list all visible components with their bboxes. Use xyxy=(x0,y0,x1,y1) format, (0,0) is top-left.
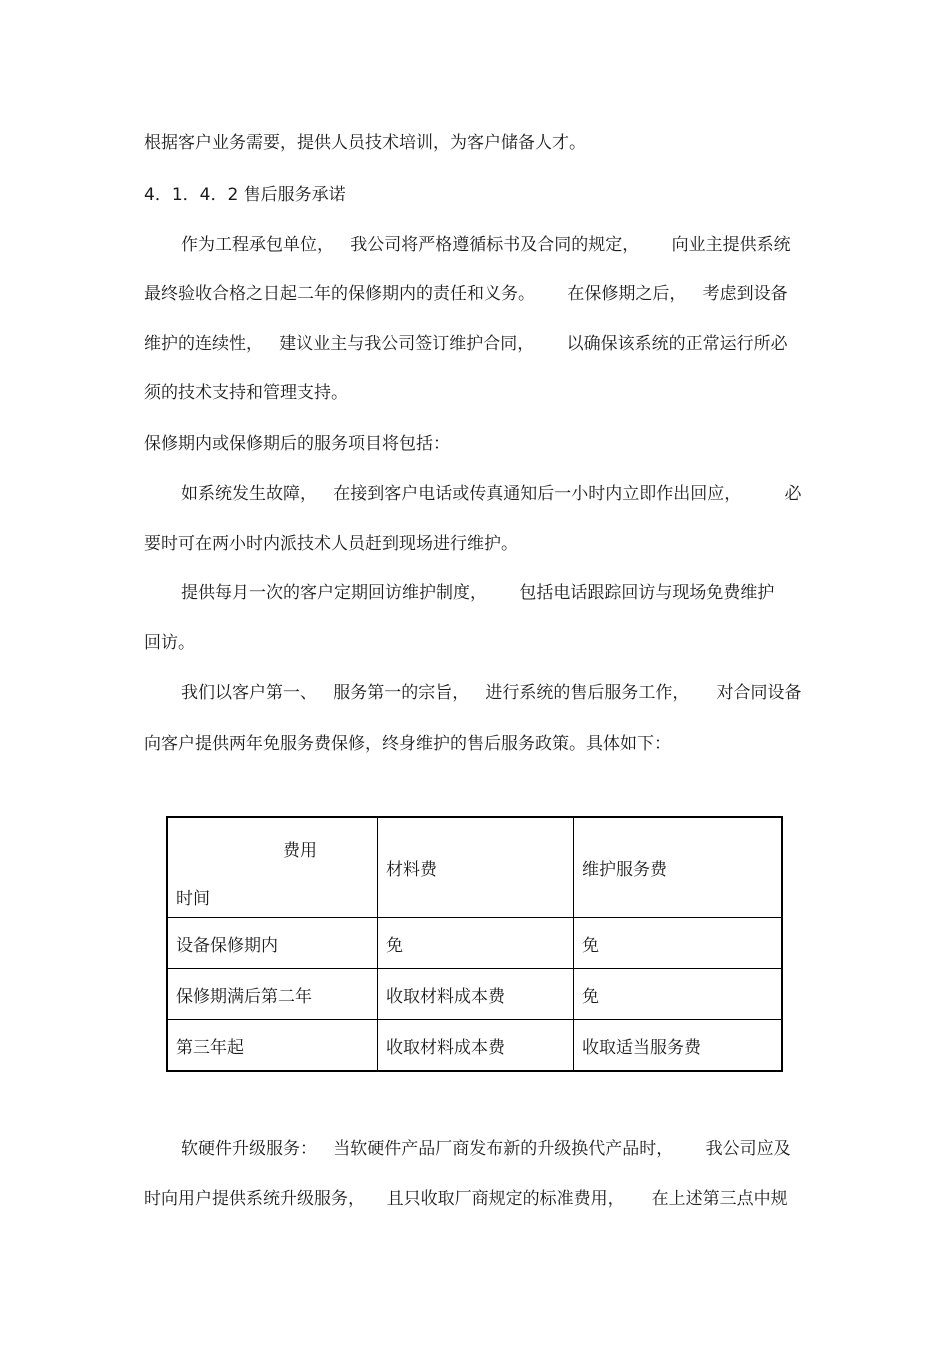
table-header-service: 维护服务费 xyxy=(574,817,783,918)
paragraph-policy-line-1: 我们以客户第一、 服务第一的宗旨， 进行系统的售后服务工作， 对合同设备 xyxy=(181,683,802,703)
table-cell: 收取材料成本费 xyxy=(378,1020,574,1072)
paragraph-monthly-line-1: 提供每月一次的客户定期回访维护制度， 包括电话跟踪回访与现场免费维护 xyxy=(181,583,775,603)
paragraph-policy-line-2: 向客户提供两年免服务费保修，终身维护的售后服务政策。具体如下： xyxy=(144,734,671,754)
paragraph-commitment-line-2: 最终验收合格之日起二年的保修期内的责任和义务。 在保修期之后， 考虑到设备 xyxy=(144,284,788,304)
paragraph-fault-line-2: 要时可在两小时内派技术人员赶到现场进行维护。 xyxy=(144,534,518,554)
paragraph-service-items: 保修期内或保修期后的服务项目将包括： xyxy=(144,434,450,454)
table-cell: 免 xyxy=(574,969,783,1020)
table-cell: 设备保修期内 xyxy=(167,918,378,969)
table-cell: 收取适当服务费 xyxy=(574,1020,783,1072)
table-header-fee-label: 费用 xyxy=(283,841,317,861)
table-row xyxy=(167,918,782,969)
paragraph-commitment-line-1: 作为工程承包单位， 我公司将严格遵循标书及合同的规定， 向业主提供系统 xyxy=(181,235,791,255)
paragraph-fault-line-1: 如系统发生故障， 在接到客户电话或传真通知后一小时内立即作出回应， 必 xyxy=(181,484,802,504)
table-cell: 第三年起 xyxy=(167,1020,378,1072)
paragraph-training: 根据客户业务需要，提供人员技术培训，为客户储备人才。 xyxy=(144,133,586,153)
paragraph-commitment-line-3: 维护的连续性， 建议业主与我公司签订维护合同， 以确保该系统的正常运行所必 xyxy=(144,334,788,354)
table-header-material: 材料费 xyxy=(378,817,574,918)
table-row xyxy=(167,1020,782,1072)
fee-table xyxy=(166,816,783,1072)
table-cell: 保修期满后第二年 xyxy=(167,969,378,1020)
table-cell: 免 xyxy=(378,918,574,969)
table-header-row xyxy=(167,817,782,918)
paragraph-upgrade-line-1: 软硬件升级服务： 当软硬件产品厂商发布新的升级换代产品时， 我公司应及 xyxy=(181,1139,791,1159)
table-cell: 收取材料成本费 xyxy=(378,969,574,1020)
table-row xyxy=(167,969,782,1020)
table-header-time-label: 时间 xyxy=(176,889,210,909)
paragraph-commitment-line-4: 须的技术支持和管理支持。 xyxy=(144,383,348,403)
paragraph-monthly-line-2: 回访。 xyxy=(144,633,195,653)
paragraph-upgrade-line-2: 时向用户提供系统升级服务， 且只收取厂商规定的标准费用， 在上述第三点中规 xyxy=(144,1189,788,1209)
table-cell: 免 xyxy=(574,918,783,969)
table-corner-cell xyxy=(167,817,378,918)
section-heading: 4．1．4．2 售后服务承诺 xyxy=(144,185,346,205)
